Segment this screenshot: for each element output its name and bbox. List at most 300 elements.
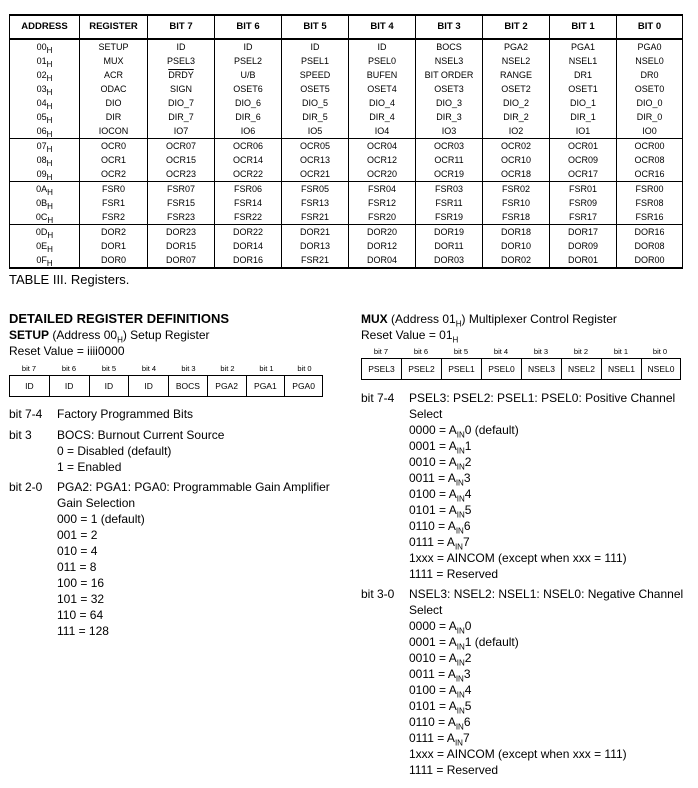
- option-item: [409, 730, 627, 746]
- register-cell: FSR2: [80, 210, 148, 225]
- bit-cell: IO7: [148, 124, 215, 139]
- bit-labels: [361, 347, 681, 358]
- bit-cell: OCR14: [215, 153, 282, 167]
- address-cell: [10, 225, 80, 240]
- table-caption: TABLE III. Registers.: [9, 272, 130, 287]
- bit-cell: NSEL2: [483, 54, 550, 68]
- bit-number-label: bit 6: [61, 364, 77, 373]
- bit-cell: OCR05: [282, 139, 349, 154]
- column-header: BIT 5: [282, 15, 349, 39]
- option-item: 110 = 64: [57, 608, 104, 622]
- bit-cells: [9, 375, 323, 397]
- table-row: [10, 167, 683, 182]
- bit-number-label: bit 0: [297, 364, 312, 373]
- bit-field-cell: PGA0: [292, 381, 315, 391]
- option-item: [409, 502, 627, 518]
- address-cell: [10, 196, 80, 210]
- bit-cell: DOR20: [349, 225, 416, 240]
- address-value: 02: [36, 70, 47, 80]
- bit-cell: BOCS: [416, 39, 483, 54]
- bit-cell: IO6: [215, 124, 282, 139]
- address-value: 0B: [36, 198, 48, 208]
- bit-cell: DOR18: [483, 225, 550, 240]
- option-subscript: IN: [454, 738, 463, 748]
- bit-description-cont: Gain Selection: [57, 496, 136, 510]
- option-subscript: IN: [456, 462, 465, 472]
- address-value: 09: [36, 169, 47, 179]
- bit-number-label: bit 5: [453, 347, 469, 356]
- option-tail: 1 (default): [464, 635, 519, 649]
- bit-cell: SIGN: [148, 82, 215, 96]
- column-header: BIT 2: [483, 15, 550, 39]
- hex-suffix: H: [46, 87, 53, 97]
- bit-cell: DIR_1: [550, 110, 617, 124]
- bit-number-label: bit 3: [533, 347, 549, 356]
- bit-cell: DIO_7: [148, 96, 215, 110]
- bit-cell: FSR11: [416, 196, 483, 210]
- bit-number-label: bit 4: [141, 364, 157, 373]
- register-cell: FSR0: [80, 182, 148, 197]
- setup-bit-map: [9, 364, 323, 397]
- bit-cell: OCR08: [617, 153, 683, 167]
- bit-cell: DR1: [550, 68, 617, 82]
- option-item: 1111 = Reserved: [409, 567, 499, 581]
- bit-cell: DIO_3: [416, 96, 483, 110]
- address-value: 0F: [36, 255, 47, 265]
- bit-cell: FSR10: [483, 196, 550, 210]
- register-cell: MUX: [80, 54, 148, 68]
- option-code: 0100 = A: [409, 683, 457, 697]
- option-item: [409, 438, 627, 454]
- bit-cell: OCR21: [282, 167, 349, 182]
- table-row: [10, 110, 683, 124]
- bit-field-cell: ID: [10, 376, 50, 396]
- option-code: 0011 = A: [409, 471, 456, 485]
- address-cell: [10, 210, 80, 225]
- option-item: 111 = 128: [57, 624, 109, 638]
- hex-suffix: H: [47, 230, 54, 240]
- bit-cell: DOR16: [215, 253, 282, 268]
- bit-cell: OSET5: [282, 82, 349, 96]
- register-cell: DIR: [80, 110, 148, 124]
- address-cell: [10, 153, 80, 167]
- bit-cell: DOR15: [148, 239, 215, 253]
- hex-suffix: H: [47, 201, 53, 211]
- option-tail: 0: [464, 619, 472, 633]
- bit-cell: FSR04: [349, 182, 416, 197]
- bit-cell: DOR07: [148, 253, 215, 268]
- option-item: 1111 = Reserved: [409, 763, 499, 777]
- option-item: 1xxx = AINCOM (except when xxx = 111): [409, 551, 627, 565]
- hex-suffix: H: [46, 258, 53, 268]
- register-cell: IOCON: [80, 124, 148, 139]
- bit-cell: RANGE: [483, 68, 550, 82]
- option-item: [409, 714, 627, 730]
- option-tail: 7: [462, 535, 470, 549]
- bit-cell: IO1: [550, 124, 617, 139]
- bit-cell: DOR02: [483, 253, 550, 268]
- table-row: [10, 68, 683, 82]
- bit-number-label: bit 1: [259, 364, 274, 373]
- bit-cell: DIO_0: [617, 96, 683, 110]
- bit-cell: FSR18: [483, 210, 550, 225]
- register-cell: OCR0: [80, 139, 148, 154]
- bit-cell: OCR23: [148, 167, 215, 182]
- bit-description-cont: Select: [409, 407, 443, 421]
- bit-cell: FSR23: [148, 210, 215, 225]
- bit-number-label: bit 7: [21, 364, 37, 373]
- hex-suffix: H: [47, 187, 53, 197]
- option-subscript: IN: [455, 478, 464, 488]
- option-code: 0000 = A: [409, 423, 457, 437]
- register-name: MUX: [361, 312, 388, 326]
- bit-field-cell: NSEL2: [562, 359, 602, 379]
- option-item: 1xxx = AINCOM (except when xxx = 111): [409, 747, 627, 761]
- bit-number-label: bit 1: [613, 347, 629, 356]
- bit-cell: OSET2: [483, 82, 550, 96]
- register-address: (Address $01_H$) Multiplexer Control Register: [391, 312, 617, 329]
- bit-cell: DOR16: [617, 225, 683, 240]
- option-item: 000 = 1 (default): [57, 512, 145, 526]
- bit-description: Factory Programmed Bits: [57, 407, 194, 421]
- option-subscript: IN: [455, 674, 464, 684]
- address-value: 04: [36, 98, 47, 108]
- option-tail: 5: [464, 699, 472, 713]
- bit-cell: DIR_2: [483, 110, 550, 124]
- option-list: [57, 443, 171, 475]
- bit-cell: ID: [282, 39, 349, 54]
- bit-cell: NSEL1: [550, 54, 617, 68]
- address-cell: [10, 96, 80, 110]
- option-item: 001 = 2: [57, 528, 98, 542]
- bit-range-label: bit 7-4: [9, 407, 43, 421]
- option-tail: 2: [464, 455, 472, 469]
- bit-cell: OCR07: [148, 139, 215, 154]
- column-header: BIT 7: [148, 15, 215, 39]
- address-cell: [10, 139, 80, 154]
- bit-number-label: bit 7: [373, 347, 389, 356]
- bit-cell: OCR04: [349, 139, 416, 154]
- register-cell: OCR1: [80, 153, 148, 167]
- table-row: [10, 54, 683, 68]
- bit-cell: OCR02: [483, 139, 550, 154]
- option-tail: 1: [464, 439, 472, 453]
- bit-cell: ID: [148, 39, 215, 54]
- bit-labels: [9, 364, 323, 375]
- option-subscript: IN: [455, 526, 464, 536]
- option-item: [409, 454, 627, 470]
- option-subscript: IN: [456, 510, 465, 520]
- table-row: [10, 239, 683, 253]
- bit-cell: PGA2: [483, 39, 550, 54]
- option-list: [57, 511, 145, 639]
- bit-cell: DOR12: [349, 239, 416, 253]
- option-subscript: IN: [454, 542, 463, 552]
- register-name: SETUP: [9, 328, 50, 342]
- option-subscript: IN: [456, 690, 465, 700]
- bit-cell: OCR15: [148, 153, 215, 167]
- option-tail: 3: [463, 471, 471, 485]
- bit-cell: DOR08: [617, 239, 683, 253]
- bit-cell: DOR00: [617, 253, 683, 268]
- bit-cell: IO0: [617, 124, 683, 139]
- bit-cell: DIO_4: [349, 96, 416, 110]
- option-code: 0001 = A: [409, 635, 457, 649]
- register-cell: DOR1: [80, 239, 148, 253]
- bit-cell: FSR00: [617, 182, 683, 197]
- option-tail: 6: [463, 519, 471, 533]
- column-header: REGISTER: [80, 15, 148, 39]
- address-cell: [10, 239, 80, 253]
- bit-description: PGA2: PGA1: PGA0: Programmable Gain Amplifier: [57, 480, 330, 494]
- option-code: 0010 = A: [409, 455, 457, 469]
- option-item: [409, 518, 627, 534]
- column-header: BIT 0: [617, 15, 683, 39]
- bit-cell: FSR13: [282, 196, 349, 210]
- option-item: [409, 470, 627, 486]
- option-code: 0111 = A: [409, 535, 455, 549]
- bit-cell: DIR_5: [282, 110, 349, 124]
- address-value: 01: [36, 56, 47, 66]
- bit-field-cell: NSEL1: [602, 359, 642, 379]
- bit-field-cell: ID: [90, 376, 130, 396]
- column-header: BIT 4: [349, 15, 416, 39]
- bit-cell: FSR05: [282, 182, 349, 197]
- bit-cell: DIR_6: [215, 110, 282, 124]
- bit-cell: OCR03: [416, 139, 483, 154]
- register-cell: ACR: [80, 68, 148, 82]
- table-row: [10, 153, 683, 167]
- mux-register-heading: [361, 311, 617, 327]
- bit-cell: DOR11: [416, 239, 483, 253]
- reset-value: Reset Value = $01_H$: [361, 328, 459, 345]
- mux-bit-map: [361, 347, 681, 380]
- bit-cell: OCR17: [550, 167, 617, 182]
- bit-cell: PGA1: [550, 39, 617, 54]
- option-tail: 5: [464, 503, 472, 517]
- option-list: [409, 618, 627, 777]
- bit-cell: PSEL1: [282, 54, 349, 68]
- bit-range-label: bit 7-4: [361, 391, 395, 405]
- bit-cell: OCR13: [282, 153, 349, 167]
- register-table: [9, 14, 683, 269]
- bit-cell: FSR06: [215, 182, 282, 197]
- bit-cell: OSET4: [349, 82, 416, 96]
- option-subscript: IN: [456, 642, 465, 652]
- option-item: 1 = Enabled: [57, 460, 122, 474]
- bit-cell: OCR10: [483, 153, 550, 167]
- table-row: [10, 210, 683, 225]
- bit-cell: OCR12: [349, 153, 416, 167]
- bit-range-label: bit 3: [9, 428, 32, 442]
- bit-field-cell: PGA2: [208, 376, 247, 396]
- address-cell: [10, 253, 80, 268]
- option-item: 101 = 32: [57, 592, 105, 606]
- bit-cell: OCR18: [483, 167, 550, 182]
- register-cell: DIO: [80, 96, 148, 110]
- bit-field-cell: ID: [129, 376, 169, 396]
- bit-cell: DIO_6: [215, 96, 282, 110]
- bit-cell: DIO_2: [483, 96, 550, 110]
- option-subscript: IN: [456, 430, 465, 440]
- option-code: 0010 = A: [409, 651, 457, 665]
- option-code: 0101 = A: [409, 503, 457, 517]
- bit-number-label: bit 4: [493, 347, 509, 356]
- table-header-row: [10, 15, 683, 39]
- option-code: 0011 = A: [409, 667, 456, 681]
- bit-cell: DOR22: [215, 225, 282, 240]
- option-subscript: IN: [456, 706, 465, 716]
- column-header: BIT 1: [550, 15, 617, 39]
- bit-cell: FSR22: [215, 210, 282, 225]
- bit-cell: DOR03: [416, 253, 483, 268]
- hex-suffix: H: [46, 158, 53, 168]
- option-tail: 7: [462, 731, 470, 745]
- bit-cell: DIO_5: [282, 96, 349, 110]
- bit-cell: PSEL2: [215, 54, 282, 68]
- address-cell: [10, 182, 80, 197]
- option-list: [409, 422, 627, 582]
- bit-description-cont: Select: [409, 603, 443, 617]
- option-tail: 4: [464, 487, 472, 501]
- address-value: 0A: [36, 184, 48, 194]
- hex-suffix: H: [46, 101, 53, 111]
- bit-field-cell: PSEL3: [362, 359, 402, 379]
- column-header: BIT 3: [416, 15, 483, 39]
- bit-cell: OSET1: [550, 82, 617, 96]
- bit-field-cell: PSEL0: [482, 359, 522, 379]
- option-item: 011 = 8: [57, 560, 97, 574]
- bit-cell: FSR07: [148, 182, 215, 197]
- address-value: 00: [36, 42, 47, 52]
- bit-description: NSEL3: NSEL2: NSEL1: NSEL0: Negative Channel: [409, 587, 684, 601]
- register-cell: DOR0: [80, 253, 148, 268]
- option-code: 0110 = A: [409, 715, 456, 729]
- bit-field-cell: NSEL0: [647, 364, 675, 374]
- address-cell: [10, 167, 80, 182]
- bit-cell: DRDY: [148, 68, 215, 82]
- address-value: 07: [36, 141, 47, 151]
- option-item: [409, 486, 627, 502]
- address-value: 0D: [35, 227, 48, 237]
- bit-cell: DOR10: [483, 239, 550, 253]
- bit-cell: BUFEN: [349, 68, 416, 82]
- address-cell: [10, 54, 80, 68]
- bit-number-label: bit 2: [220, 364, 235, 373]
- hex-suffix: H: [46, 144, 53, 154]
- bit-cell: OCR20: [349, 167, 416, 182]
- bit-cell: FSR19: [416, 210, 483, 225]
- option-subscript: IN: [456, 446, 465, 456]
- option-code: 0000 = A: [409, 619, 457, 633]
- bit-cell: PSEL0: [349, 54, 416, 68]
- bit-cell: OCR16: [617, 167, 683, 182]
- option-tail: 3: [463, 667, 471, 681]
- option-item: 100 = 16: [57, 576, 105, 590]
- bit-field-cell: ID: [50, 376, 90, 396]
- bit-cell: FSR02: [483, 182, 550, 197]
- hex-suffix: H: [46, 129, 53, 139]
- bit-cell: FSR20: [349, 210, 416, 225]
- option-code: 0101 = A: [409, 699, 457, 713]
- option-tail: 0 (default): [464, 423, 519, 437]
- option-subscript: IN: [455, 722, 464, 732]
- hex-suffix: H: [46, 59, 53, 69]
- table-row: [10, 139, 683, 154]
- bit-cell: OSET0: [617, 82, 683, 96]
- bit-cell: FSR09: [550, 196, 617, 210]
- option-code: 0110 = A: [409, 519, 456, 533]
- bit-cell: OCR22: [215, 167, 282, 182]
- bit-cell: DIR_7: [148, 110, 215, 124]
- bit-cell: ID: [215, 39, 282, 54]
- reset-value: Reset Value = iiii0000: [9, 344, 125, 358]
- bit-cell: OCR09: [550, 153, 617, 167]
- address-value: 06: [36, 126, 47, 136]
- hex-suffix: H: [46, 172, 53, 182]
- hex-suffix: H: [46, 73, 53, 83]
- table-row: [10, 225, 683, 240]
- bit-cell: OSET3: [416, 82, 483, 96]
- option-tail: 6: [463, 715, 471, 729]
- bit-cell: DR0: [617, 68, 683, 82]
- option-item: [409, 534, 627, 550]
- bit-cell: FSR21: [282, 253, 349, 268]
- table-row: [10, 182, 683, 197]
- bit-number-label: bit 5: [101, 364, 117, 373]
- bit-cell: DOR09: [550, 239, 617, 253]
- bit-cell: FSR21: [282, 210, 349, 225]
- bit-cell: OSET6: [215, 82, 282, 96]
- bit-cell: IO2: [483, 124, 550, 139]
- bit-cell: DOR04: [349, 253, 416, 268]
- option-item: [409, 682, 627, 698]
- table-row: [10, 124, 683, 139]
- address-cell: [10, 68, 80, 82]
- column-header: ADDRESS: [10, 15, 80, 39]
- bit-cell: OCR11: [416, 153, 483, 167]
- address-cell: [10, 39, 80, 54]
- bit-cell: OCR06: [215, 139, 282, 154]
- bit-cell: DIR_0: [617, 110, 683, 124]
- bit-cell: FSR12: [349, 196, 416, 210]
- option-tail: 4: [464, 683, 472, 697]
- register-address: (Address $00_H$) Setup Register: [52, 328, 210, 345]
- bit-cells: [361, 358, 681, 380]
- bit-cell: DOR23: [148, 225, 215, 240]
- register-cell: DOR2: [80, 225, 148, 240]
- bit-number-label: bit 3: [181, 364, 196, 373]
- bit-cell: OCR19: [416, 167, 483, 182]
- address-cell: [10, 110, 80, 124]
- address-value: 0E: [36, 241, 48, 251]
- bit-field-cell: PSEL2: [402, 359, 442, 379]
- option-item: 0 = Disabled (default): [57, 444, 172, 458]
- bit-field-cell: PGA1: [247, 376, 286, 396]
- address-value: 0C: [35, 212, 48, 222]
- option-item: 010 = 4: [57, 544, 98, 558]
- bit-cell: U/B: [215, 68, 282, 82]
- bit-cell: FSR01: [550, 182, 617, 197]
- hex-suffix: H: [47, 215, 54, 225]
- hex-suffix: H: [46, 45, 53, 55]
- register-cell: FSR1: [80, 196, 148, 210]
- bit-cell: FSR17: [550, 210, 617, 225]
- bit-number-label: bit 6: [413, 347, 429, 356]
- address-value: 03: [36, 84, 47, 94]
- bit-number-label: bit 2: [573, 347, 589, 356]
- bit-cell: DIO_1: [550, 96, 617, 110]
